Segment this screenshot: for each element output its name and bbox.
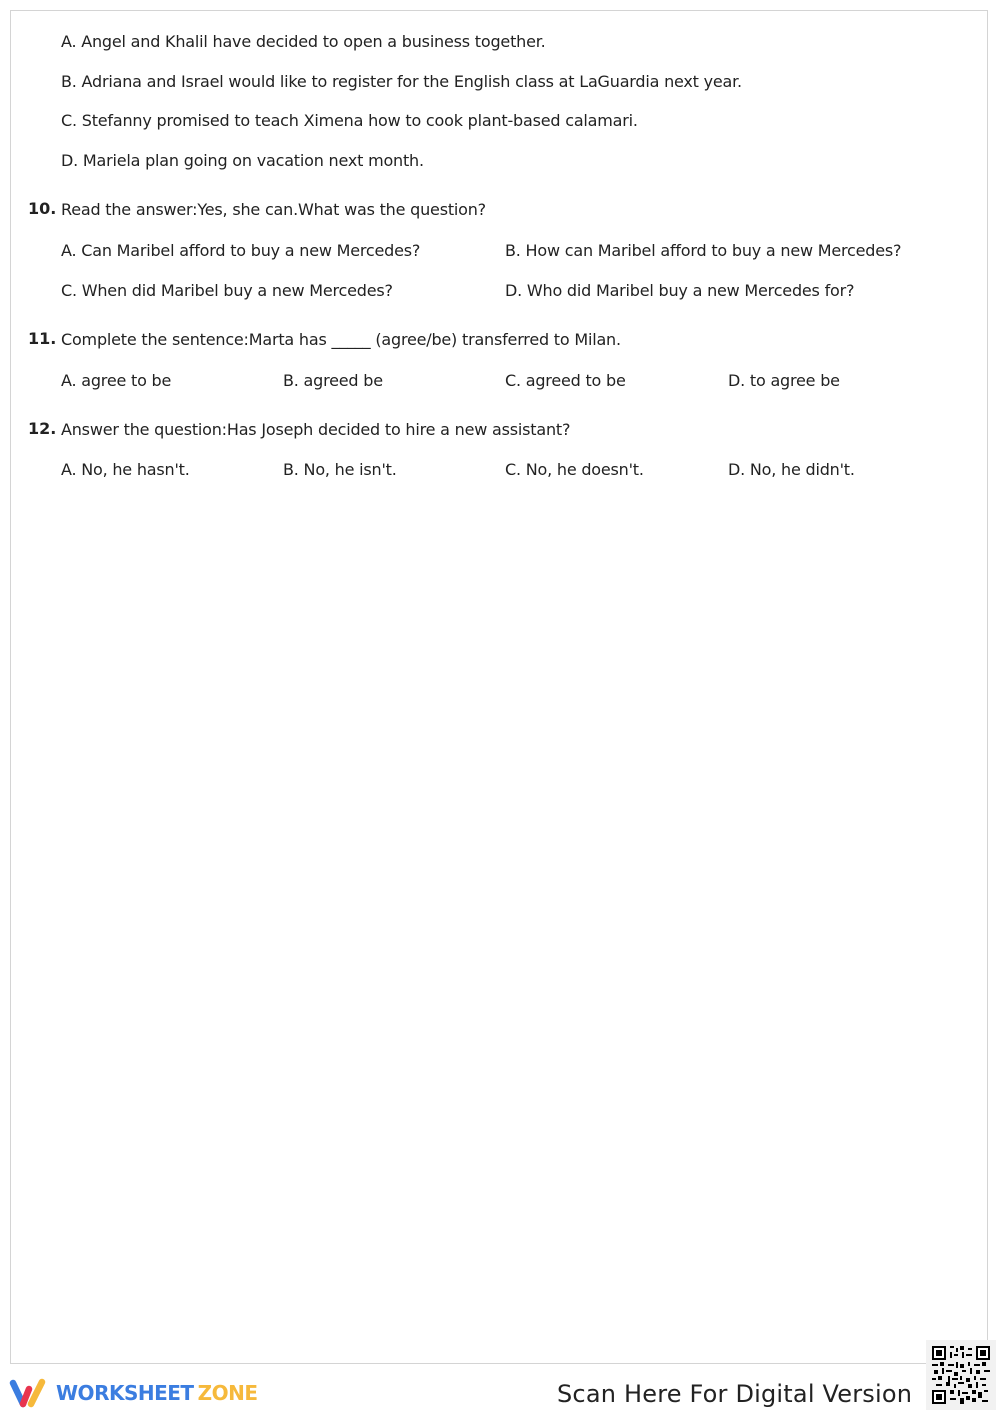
qr-code-icon [932,1346,990,1404]
q9-option-c: C. Stefanny promised to teach Ximena how to cook plant-based calamari. [61,111,638,130]
brand-name-worksheet: WORKSHEET [56,1381,194,1405]
q11-option-b: B. agreed be [283,371,383,390]
brand-name-zone: ZONE [197,1381,258,1405]
q10-option-b: B. How can Maribel afford to buy a new Mercedes? [505,241,902,260]
q12-option-d: D. No, he didn't. [728,460,855,479]
q10-option-a: A. Can Maribel afford to buy a new Mercedes? [61,241,421,260]
worksheetzone-logo[interactable] [8,1376,257,1410]
question-prompt-10: Read the answer:Yes, she can.What was the question? [61,200,486,219]
q11-option-c: C. agreed to be [505,371,626,390]
q12-option-c: C. No, he doesn't. [505,460,644,479]
q11-option-d: D. to agree be [728,371,840,390]
q10-option-c: C. When did Maribel buy a new Mercedes? [61,281,393,300]
brand-name [56,1381,257,1405]
question-prompt-11: Complete the sentence:Marta has _____ (agree/be) transferred to Milan. [61,330,621,349]
question-number-11: 11. [28,329,57,348]
qr-code[interactable] [926,1340,996,1410]
scan-here-text: Scan Here For Digital Version [557,1380,913,1408]
q12-option-a: A. No, he hasn't. [61,460,190,479]
q12-option-b: B. No, he isn't. [283,460,397,479]
worksheetzone-logo-icon [8,1377,50,1409]
question-number-12: 12. [28,419,57,438]
q9-option-b: B. Adriana and Israel would like to register for the English class at LaGuardia next year. [61,72,742,91]
q10-option-d: D. Who did Maribel buy a new Mercedes for? [505,281,855,300]
question-prompt-12: Answer the question:Has Joseph decided to hire a new assistant? [61,420,571,439]
q9-option-d: D. Mariela plan going on vacation next month. [61,151,424,170]
q11-option-a: A. agree to be [61,371,172,390]
q9-option-a: A. Angel and Khalil have decided to open a business together. [61,32,546,51]
question-number-10: 10. [28,199,57,218]
